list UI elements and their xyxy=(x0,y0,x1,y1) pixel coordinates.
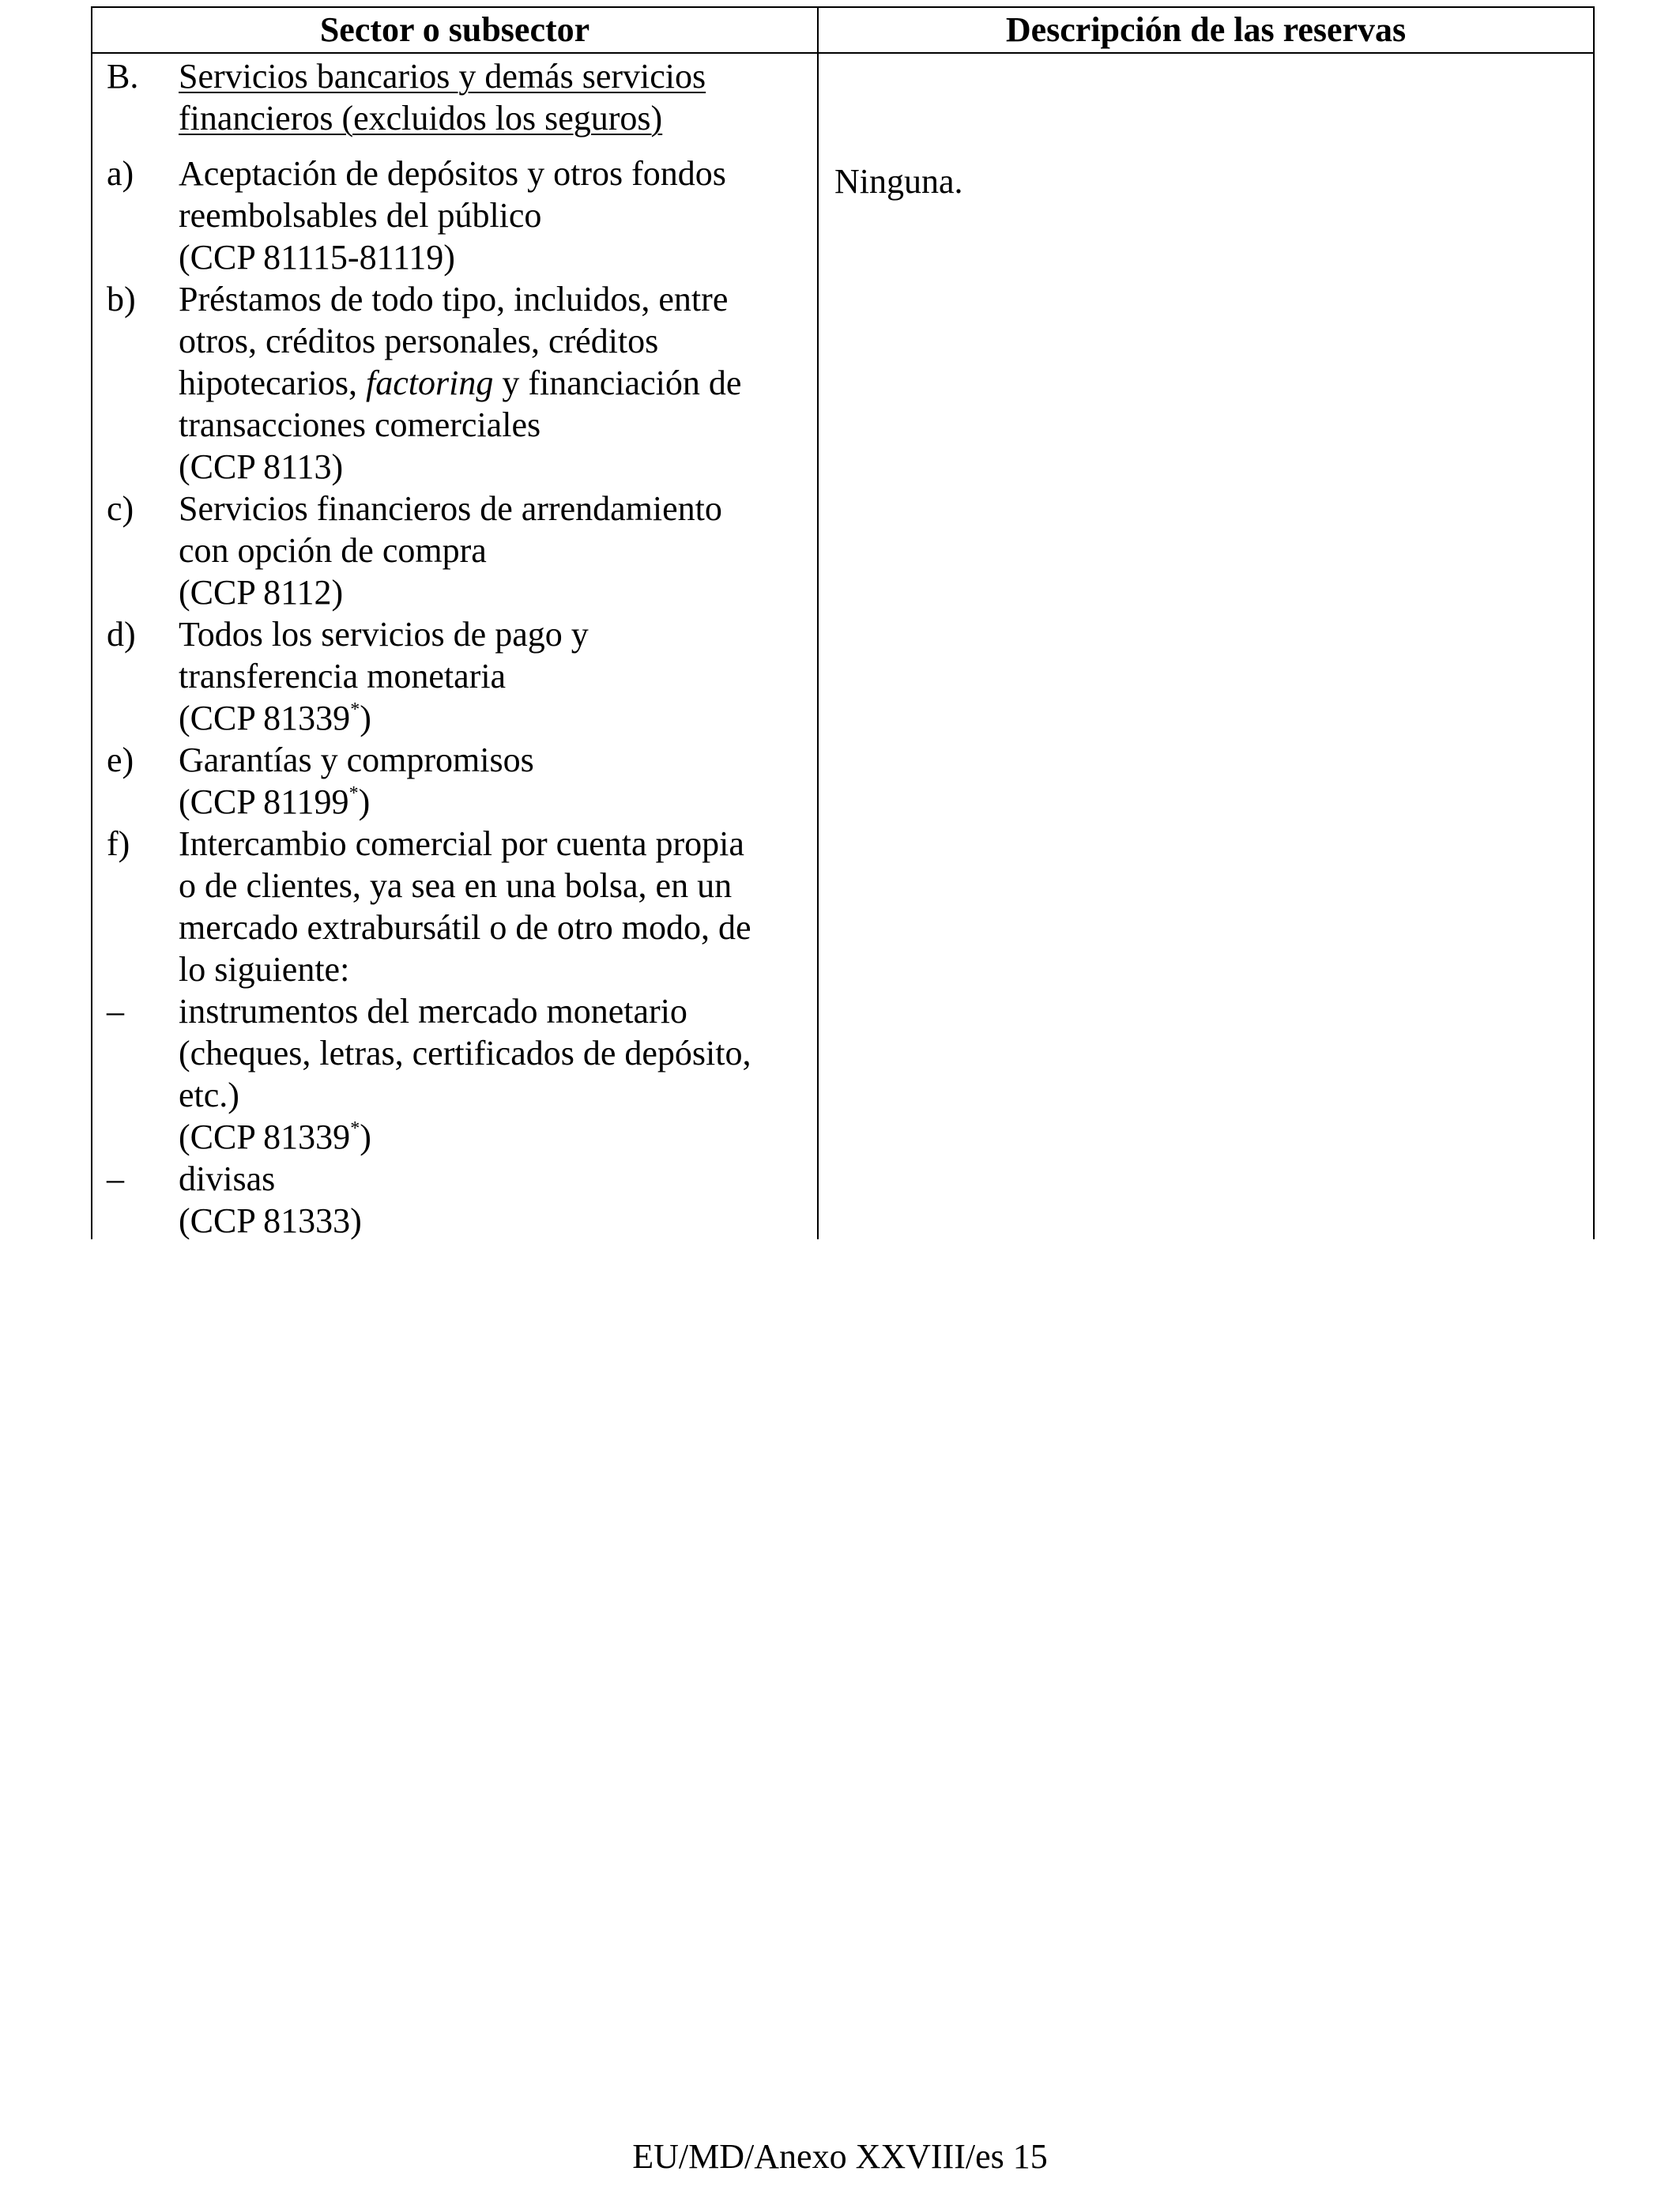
item-line: etc.) xyxy=(179,1076,239,1114)
description-cell xyxy=(819,54,1593,1239)
list-item-dash-money-market xyxy=(92,990,817,1158)
item-line: Servicios financieros de arrendamiento xyxy=(179,489,722,528)
item-code: (CCP 8112) xyxy=(179,573,344,612)
item-code: (CCP 81339*) xyxy=(179,1118,371,1156)
list-item-f xyxy=(92,823,817,990)
item-code: (CCP 8113) xyxy=(179,447,344,486)
item-line: Todos los servicios de pago y xyxy=(179,615,589,654)
page-footer: EU/MD/Anexo XXVIII/es 15 xyxy=(632,2137,1048,2176)
item-line: transferencia monetaria xyxy=(179,657,507,696)
footnote-mark: * xyxy=(350,699,360,720)
table-header-row xyxy=(92,8,1593,54)
item-line: otros, créditos personales, créditos xyxy=(179,322,659,360)
item-line: Préstamos de todo tipo, incluidos, entre xyxy=(179,280,729,319)
list-item-c xyxy=(92,488,817,613)
item-code: (CCP 81333) xyxy=(179,1201,362,1240)
item-line: transacciones comerciales xyxy=(179,405,541,444)
list-item-a xyxy=(92,153,817,278)
item-marker: f) xyxy=(107,824,130,863)
item-line: hipotecarios, factoring y financiación de xyxy=(179,364,742,402)
item-marker: – xyxy=(107,1159,124,1198)
section-b-heading xyxy=(92,55,817,139)
section-marker: B. xyxy=(107,57,139,96)
list-item-dash-currencies xyxy=(92,1158,817,1242)
item-code: (CCP 81199*) xyxy=(179,782,371,821)
footnote-mark: * xyxy=(348,783,359,804)
item-marker: d) xyxy=(107,615,136,654)
item-line: con opción de compra xyxy=(179,531,487,570)
item-marker: b) xyxy=(107,280,136,319)
footnote-mark: * xyxy=(350,1118,360,1139)
table-body-row xyxy=(92,54,1593,1239)
item-code: (CCP 81115-81119) xyxy=(179,238,455,277)
item-marker: e) xyxy=(107,741,134,779)
item-marker: c) xyxy=(107,489,134,528)
item-line: instrumentos del mercado monetario xyxy=(179,992,687,1031)
item-line: Aceptación de depósitos y otros fondos xyxy=(179,154,726,193)
item-marker: a) xyxy=(107,154,134,193)
reservation-text: Ninguna. xyxy=(834,162,963,201)
item-line: Garantías y compromisos xyxy=(179,741,534,779)
reservations-table xyxy=(91,6,1595,1239)
section-title-line: financieros (excluidos los seguros) xyxy=(179,99,663,138)
list-item-b xyxy=(92,278,817,488)
item-line: reembolsables del público xyxy=(179,196,542,235)
header-sector: Sector o subsector xyxy=(92,8,819,52)
list-item-d xyxy=(92,613,817,739)
item-code: (CCP 81339*) xyxy=(179,699,371,737)
section-title-line: Servicios bancarios y demás servicios xyxy=(179,57,706,96)
item-line: Intercambio comercial por cuenta propia xyxy=(179,824,744,863)
item-marker: – xyxy=(107,992,124,1031)
item-line: mercado extrabursátil o de otro modo, de xyxy=(179,908,751,947)
item-line: lo siguiente: xyxy=(179,950,350,989)
item-line: o de clientes, ya sea en una bolsa, en un xyxy=(179,866,733,905)
item-line: divisas xyxy=(179,1159,276,1198)
header-description: Descripción de las reservas xyxy=(1005,10,1407,49)
item-line: (cheques, letras, certificados de depósito, xyxy=(179,1034,751,1072)
list-item-e xyxy=(92,739,817,823)
sector-cell xyxy=(92,54,819,1239)
italic-term: factoring xyxy=(366,364,494,402)
